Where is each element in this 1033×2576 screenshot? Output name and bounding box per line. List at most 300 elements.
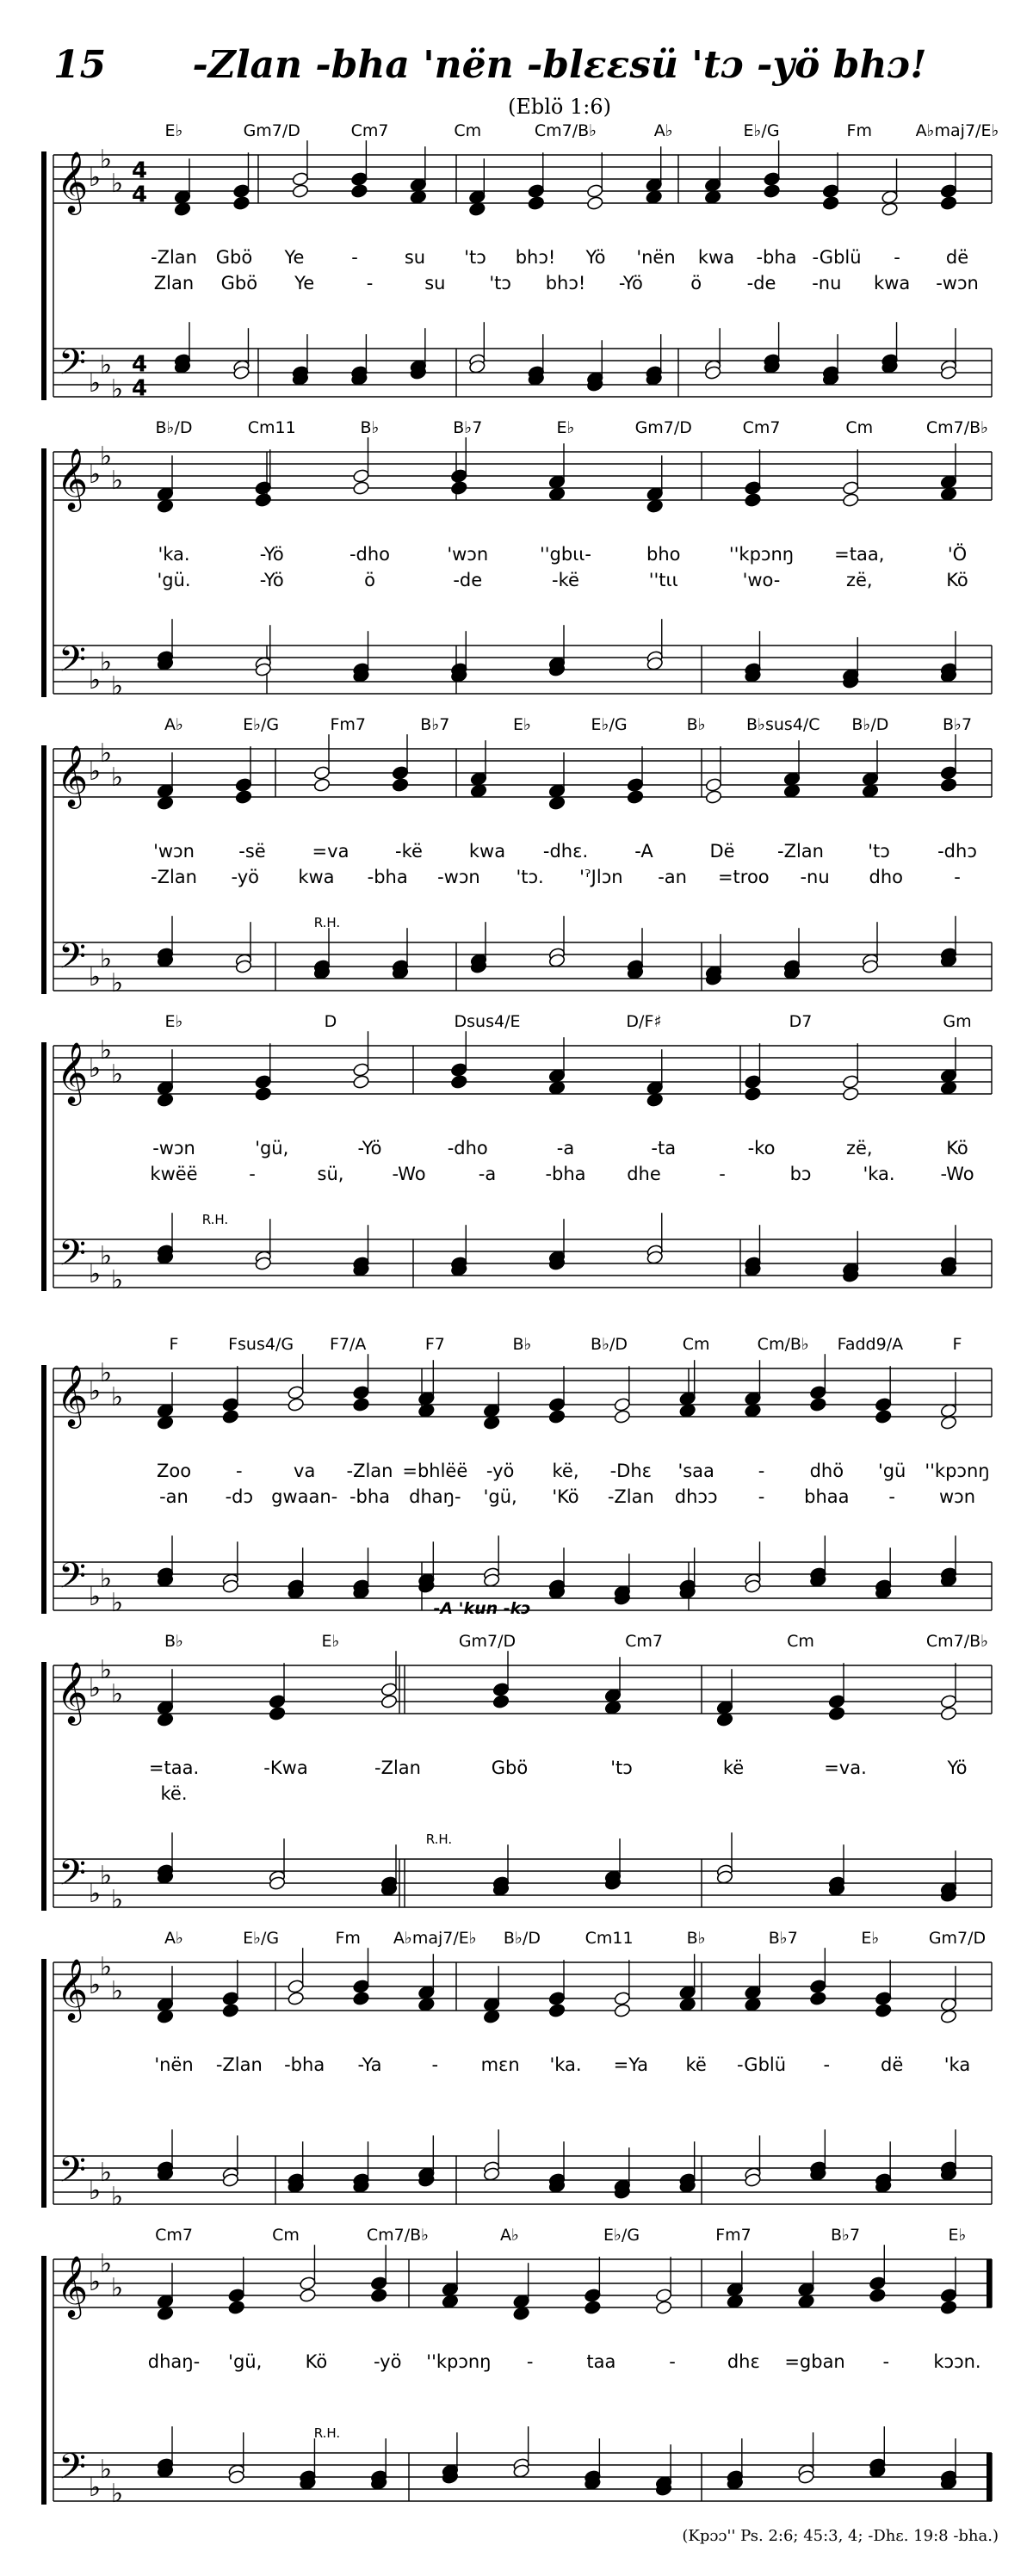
- note-head: [716, 1712, 733, 1727]
- system-bracket: [41, 1662, 46, 1911]
- note-head: [269, 1694, 286, 1708]
- lyric-verse-1: -: [758, 1461, 765, 1481]
- note-head: [783, 783, 801, 798]
- note-head: [548, 486, 566, 501]
- note-head: [727, 2282, 744, 2296]
- flat-accidental: ♭: [110, 2479, 124, 2509]
- lyric-verse-2: -a: [478, 1164, 497, 1184]
- lyric-verse-1: -së: [238, 841, 266, 862]
- lyric-verse-2: su: [424, 273, 446, 293]
- note-head: [655, 2288, 672, 2302]
- note-head: [764, 171, 781, 186]
- note-head: [157, 2009, 174, 2023]
- note-head: [292, 183, 309, 198]
- chord-symbol: A♭maj7/E♭: [393, 1929, 477, 1948]
- lyric-verse-2: -nu: [812, 273, 842, 293]
- lyric-verse-2: -: [758, 1486, 765, 1507]
- note-head: [392, 777, 409, 792]
- lyric-verse-1: 'tɔ: [868, 841, 890, 862]
- note-head: [744, 1997, 761, 2011]
- lyric-verse-2: 'Kö: [552, 1486, 579, 1507]
- note-head: [584, 2300, 601, 2314]
- lyric-verse-1: dhö: [809, 1461, 844, 1481]
- note-head: [410, 189, 427, 204]
- note-head: [705, 777, 722, 792]
- flat-accidental: ♭: [99, 145, 113, 175]
- note-head: [350, 171, 368, 186]
- lyric-verse-1: -dho: [447, 1138, 488, 1158]
- lyric-verse-1: 'tɔ: [610, 1757, 633, 1778]
- flat-accidental: ♭: [99, 944, 113, 974]
- chord-symbol: E♭/G: [243, 1929, 280, 1948]
- lyric-verse-1: Zoo: [156, 1461, 192, 1481]
- chord-symbol: Fm: [335, 1929, 361, 1948]
- note-head: [548, 1991, 566, 2005]
- flat-accidental: ♭: [99, 2158, 113, 2188]
- note-head: [940, 1706, 957, 1720]
- lyric-verse-2: -Zlan: [607, 1486, 654, 1507]
- note-head: [228, 2300, 245, 2314]
- flat-accidental: ♭: [99, 1564, 113, 1594]
- note-head: [174, 189, 191, 204]
- note-head: [222, 1991, 239, 2005]
- lyric-verse-1: =bhlëë: [402, 1461, 468, 1481]
- note-head: [157, 486, 174, 501]
- lyric-verse-2: wɔn: [938, 1486, 976, 1507]
- lyric-verse-2: 'tɔ.: [516, 867, 544, 887]
- note-head: [548, 1409, 566, 1424]
- note-head: [468, 189, 486, 204]
- note-head: [716, 1700, 733, 1714]
- lyric-verse-1: Gbö: [491, 1757, 529, 1778]
- note-head: [940, 2300, 957, 2314]
- lyric-verse-1: -kë: [395, 841, 423, 862]
- lyric-verse-2: -Zlan: [151, 867, 197, 887]
- lyric-verse-1: kwa: [697, 247, 735, 268]
- note-head: [862, 783, 879, 798]
- chord-symbol: Gm7/D: [928, 1929, 987, 1948]
- note-head: [604, 1688, 622, 1702]
- lyric-verse-1: dhɛ: [727, 2351, 760, 2372]
- note-head: [797, 2294, 814, 2308]
- lyric-verse-2: dhɔɔ: [674, 1486, 718, 1507]
- note-head: [783, 771, 801, 786]
- note-head: [842, 480, 859, 495]
- note-head: [232, 183, 250, 198]
- lyric-verse-1: -: [669, 2351, 676, 2372]
- lyric-verse-1: kɔɔn.: [933, 2351, 981, 2372]
- note-head: [313, 765, 331, 780]
- bass-staff: [53, 1859, 992, 1907]
- lyric-verse-1: Ye: [284, 247, 305, 268]
- note-head: [646, 1080, 664, 1095]
- note-head: [157, 1080, 174, 1095]
- flat-accidental: ♭: [110, 1976, 124, 2006]
- lyric-verse-2: -de: [746, 273, 776, 293]
- lyric-verse-2: kwa: [298, 867, 335, 887]
- treble-clef: 𝄞: [56, 149, 89, 213]
- lyric-verse-2: Gbö: [220, 273, 258, 293]
- lyric-verse-2: dho: [869, 867, 904, 887]
- lyric-verse-1: -Dhɛ: [609, 1461, 653, 1481]
- flat-accidental: ♭: [99, 2455, 113, 2485]
- lyric-verse-1: =va.: [824, 1757, 867, 1778]
- chord-symbol: Gm7/D: [634, 418, 692, 437]
- lyric-verse-2: =troo: [717, 867, 770, 887]
- note-head: [157, 2306, 174, 2320]
- flat-accidental: ♭: [110, 763, 124, 793]
- chord-symbol: Gm: [943, 1012, 972, 1031]
- treble-clef: 𝄞: [56, 2253, 89, 2317]
- note-head: [442, 2294, 459, 2308]
- chord-symbol: B♭7: [942, 715, 973, 734]
- note-head: [483, 2009, 500, 2023]
- note-head: [940, 486, 957, 501]
- note-head: [705, 789, 722, 804]
- note-head: [627, 789, 644, 804]
- note-head: [586, 183, 603, 198]
- lyric-verse-2: -bha: [349, 1486, 391, 1507]
- lyric-verse-2: -nu: [800, 867, 830, 887]
- lyric-verse-1: kë: [722, 1757, 745, 1778]
- flat-accidental: ♭: [88, 2267, 102, 2297]
- lyric-verse-1: -ko: [747, 1138, 776, 1158]
- chord-symbol: E♭: [861, 1929, 880, 1948]
- note-head: [470, 771, 487, 786]
- note-head: [940, 1997, 957, 2011]
- note-head: [646, 177, 663, 192]
- chord-symbol: A♭: [500, 2226, 519, 2245]
- note-head: [157, 498, 174, 513]
- flat-accidental: ♭: [110, 1679, 124, 1709]
- flat-accidental: ♭: [110, 1059, 124, 1090]
- lyric-verse-1: bhɔ!: [515, 247, 556, 268]
- chord-symbol: Cm: [454, 121, 482, 140]
- lyric-verse-1: -bha: [756, 247, 797, 268]
- lyric-verse-2: dhaŋ-: [409, 1486, 461, 1507]
- bass-staff: [53, 2156, 992, 2204]
- flat-accidental: ♭: [88, 1582, 102, 1612]
- note-head: [442, 2282, 459, 2296]
- hymn-number: 15: [53, 43, 107, 87]
- note-head: [862, 771, 879, 786]
- note-head: [614, 2003, 631, 2017]
- right-hand-mark: R.H.: [313, 2425, 341, 2441]
- lyric-verse-2: -: [249, 1164, 256, 1184]
- note-head: [679, 1985, 696, 1999]
- lyric-verse-2: ''tɩɩ: [648, 570, 678, 590]
- treble-clef: 𝄞: [56, 1956, 89, 2020]
- right-hand-mark: R.H.: [425, 1832, 453, 1847]
- footer-references: (Kpɔɔ'' Ps. 2:6; 45:3, 4; -Dhɛ. 19:8 -bha.): [682, 2527, 999, 2545]
- note-head: [483, 1403, 500, 1418]
- lyric-verse-1: ''kpɔnŋ: [426, 2351, 492, 2372]
- lyric-verse-1: -Ya: [357, 2054, 382, 2075]
- lyric-verse-1: ''gbɩɩ-: [540, 544, 591, 565]
- lyric-verse-1: =gban: [784, 2351, 845, 2372]
- lyric-verse-1: 'gü,: [255, 1138, 289, 1158]
- flat-accidental: ♭: [88, 2473, 102, 2503]
- chord-symbol: Cm7: [155, 2226, 193, 2245]
- note-head: [646, 498, 664, 513]
- note-head: [704, 189, 721, 204]
- lyric-verse-1: -: [526, 2351, 534, 2372]
- lyric-verse-2: -wɔn: [936, 273, 979, 293]
- note-head: [157, 1700, 174, 1714]
- chord-symbol: Cm: [845, 418, 874, 437]
- chord-symbol: Cm: [682, 1335, 710, 1354]
- lyric-verse-1: dhaŋ-: [147, 2351, 201, 2372]
- note-head: [470, 783, 487, 798]
- system-bracket: [41, 1365, 46, 1614]
- note-head: [157, 1997, 174, 2011]
- flat-accidental: ♭: [99, 350, 113, 380]
- lyric-verse-2: zë,: [845, 570, 873, 590]
- lyric-verse-1: 'ka: [943, 2054, 971, 2075]
- note-head: [352, 1074, 369, 1089]
- note-head: [492, 1694, 510, 1708]
- system-bracket: [41, 745, 46, 994]
- note-head: [940, 195, 957, 210]
- chord-symbol: Fm: [846, 121, 872, 140]
- flat-accidental: ♭: [110, 2182, 124, 2212]
- note-head: [842, 492, 859, 507]
- note-head: [584, 2288, 601, 2302]
- system-bracket: [41, 1959, 46, 2208]
- flat-accidental: ♭: [99, 647, 113, 677]
- note-head: [380, 1682, 398, 1696]
- note-head: [255, 1086, 272, 1101]
- chord-symbol: Gm7/D: [458, 1632, 516, 1651]
- chord-symbol: B♭7: [768, 1929, 798, 1948]
- note-head: [940, 1080, 957, 1095]
- lyric-verse-1: -bha: [284, 2054, 325, 2075]
- lyric-verse-1: 'nën: [636, 247, 676, 268]
- flat-accidental: ♭: [110, 2273, 124, 2303]
- lyric-verse-1: -: [351, 247, 358, 268]
- note-head: [450, 1062, 467, 1077]
- chord-symbol: D/F♯: [626, 1012, 662, 1031]
- lyric-verse-2: -: [954, 867, 961, 887]
- lyric-verse-2: 'ˀJlɔn: [579, 867, 623, 887]
- note-head: [727, 2294, 744, 2308]
- chord-symbol: F: [952, 1335, 962, 1354]
- chord-symbol: B♭/D: [155, 418, 193, 437]
- bass-clef: 𝄢: [58, 638, 87, 689]
- chord-symbol: B♭: [360, 418, 380, 437]
- lyric-verse-2: dhe: [627, 1164, 661, 1184]
- chord-symbol: B♭sus4/C: [745, 715, 820, 734]
- chord-symbol: A♭maj7/E♭: [915, 121, 999, 140]
- lyric-verse-2: gwaan-: [271, 1486, 338, 1507]
- note-head: [352, 1991, 369, 2005]
- chord-symbol: Cm7/B♭: [366, 2226, 430, 2245]
- lyric-verse-1: 'gü: [877, 1461, 906, 1481]
- chord-symbol: B♭/D: [503, 1929, 541, 1948]
- lyric-verse-2: kwa: [874, 273, 911, 293]
- note-head: [228, 2288, 245, 2302]
- lyric-verse-1: -yö: [373, 2351, 402, 2372]
- note-head: [940, 2009, 957, 2023]
- lyric-verse-1: su: [404, 247, 426, 268]
- note-head: [679, 1391, 696, 1405]
- lyric-verse-2: 'wo-: [742, 570, 781, 590]
- chord-symbol: F7/A: [330, 1335, 367, 1354]
- bass-clef: 𝄢: [58, 1554, 87, 1605]
- chord-symbol: F: [169, 1335, 179, 1354]
- lyric-verse-2: Kö: [946, 570, 968, 590]
- note-head: [255, 1074, 272, 1089]
- lyric-verse-1: Yö: [585, 247, 606, 268]
- lyric-verse-2: bhaa: [804, 1486, 850, 1507]
- chord-symbol: F7: [424, 1335, 445, 1354]
- note-head: [586, 195, 603, 210]
- note-head: [292, 171, 309, 186]
- note-head: [548, 474, 566, 489]
- time-signature-bottom: 4: [131, 375, 148, 402]
- note-head: [875, 1397, 892, 1412]
- lyric-verse-1: =Ya: [613, 2054, 649, 2075]
- lyric-verse-1: =taa,: [834, 544, 885, 565]
- note-head: [842, 1074, 859, 1089]
- note-head: [352, 468, 369, 483]
- lyric-verse-2: -kë: [552, 570, 579, 590]
- treble-clef: 𝄞: [56, 743, 89, 806]
- system-bracket: [41, 151, 46, 400]
- flat-accidental: ♭: [88, 757, 102, 787]
- note-head: [881, 189, 898, 204]
- lyric-verse-1: taa: [586, 2351, 616, 2372]
- flat-accidental: ♭: [88, 1673, 102, 1703]
- lyric-verse-2: ö: [690, 273, 702, 293]
- treble-clef: 𝄞: [56, 1659, 89, 1723]
- note-head: [483, 1997, 500, 2011]
- note-head: [940, 1068, 957, 1083]
- note-head: [744, 1086, 761, 1101]
- lyric-verse-2: 'gü.: [157, 570, 191, 590]
- lyric-verse-1: 'gü,: [228, 2351, 263, 2372]
- chord-symbol: E♭: [556, 418, 575, 437]
- chord-symbol: B♭: [686, 1929, 706, 1948]
- lyric-verse-1: -Zlan: [215, 2054, 263, 2075]
- lyric-verse-2: 'ka.: [863, 1164, 895, 1184]
- note-head: [269, 1706, 286, 1720]
- chord-symbol: Cm: [787, 1632, 814, 1651]
- note-head: [875, 1409, 892, 1424]
- lyric-verse-2: ö: [364, 570, 375, 590]
- treble-staff: [53, 1665, 992, 1714]
- note-head: [646, 486, 664, 501]
- note-head: [450, 1074, 467, 1089]
- chord-symbol: Fm7: [330, 715, 366, 734]
- lyric-verse-2: -an: [159, 1486, 189, 1507]
- chord-symbol: Cm7: [625, 1632, 663, 1651]
- bass-clef: 𝄢: [58, 341, 87, 392]
- note-head: [744, 480, 761, 495]
- note-head: [299, 2288, 316, 2302]
- note-head: [744, 1985, 761, 1999]
- flat-accidental: ♭: [110, 1885, 124, 1915]
- lyric-verse-2: Zlan: [153, 273, 195, 293]
- treble-clef: 𝄞: [56, 1362, 89, 1426]
- note-head: [410, 177, 427, 192]
- note-head: [352, 1397, 369, 1412]
- note-head: [288, 1991, 305, 2005]
- flat-accidental: ♭: [88, 460, 102, 490]
- flat-accidental: ♭: [99, 738, 113, 769]
- treble-staff: [53, 1368, 992, 1417]
- hymn-title: -Zlan -bha 'nën -blɛɛsü 'tɔ -yö bhɔ!: [192, 43, 927, 87]
- note-head: [797, 2282, 814, 2296]
- note-head: [875, 2003, 892, 2017]
- bass-staff: [53, 349, 992, 397]
- chord-symbol: B♭: [686, 715, 706, 734]
- treble-staff: [53, 155, 992, 203]
- note-head: [232, 195, 250, 210]
- lyric-verse-1: 'tɔ: [464, 247, 486, 268]
- note-head: [418, 1391, 435, 1405]
- chord-symbol: Cm7/B♭: [925, 418, 989, 437]
- note-head: [744, 1403, 761, 1418]
- note-head: [222, 1409, 239, 1424]
- chord-symbol: B♭7: [830, 2226, 861, 2245]
- flat-accidental: ♭: [110, 1588, 124, 1618]
- note-head: [940, 1415, 957, 1430]
- note-head: [822, 183, 839, 198]
- lyric-verse-1: -Gblü: [812, 247, 862, 268]
- lyric-verse-1: -dhɔ: [937, 841, 977, 862]
- chord-symbol: E♭/G: [591, 715, 628, 734]
- note-head: [418, 1403, 435, 1418]
- note-head: [299, 2276, 316, 2290]
- note-head: [828, 1694, 845, 1708]
- chord-symbol: Cm/B♭: [757, 1335, 809, 1354]
- chord-symbol: E♭: [164, 121, 183, 140]
- note-head: [174, 201, 191, 216]
- lyric-verse-1: -Yö: [357, 1138, 382, 1158]
- note-head: [809, 1397, 826, 1412]
- note-head: [809, 1385, 826, 1399]
- note-head: [679, 1997, 696, 2011]
- chord-symbol: Cm7: [350, 121, 389, 140]
- note-head: [513, 2294, 530, 2308]
- lyric-verse-1: 'wɔn: [447, 544, 489, 565]
- lyric-verse-2: bɔ: [789, 1164, 812, 1184]
- lyric-verse-1: 'ka.: [158, 544, 190, 565]
- note-head: [809, 1991, 826, 2005]
- lyric-verse-1: Kö: [305, 2351, 328, 2372]
- note-head: [655, 2300, 672, 2314]
- chord-symbol: A♭: [164, 1929, 183, 1948]
- lyric-verse-1: Gbö: [215, 247, 253, 268]
- note-head: [704, 177, 721, 192]
- flat-accidental: ♭: [88, 1970, 102, 2000]
- lyric-verse-1: -a: [556, 1138, 575, 1158]
- note-head: [940, 474, 957, 489]
- note-head: [744, 1391, 761, 1405]
- flat-accidental: ♭: [110, 1265, 124, 1295]
- flat-accidental: ♭: [99, 1952, 113, 1982]
- lyric-verse-2: sü,: [317, 1164, 344, 1184]
- note-head: [842, 1086, 859, 1101]
- lyric-verse-1: -: [823, 2054, 831, 2075]
- flat-accidental: ♭: [99, 1241, 113, 1271]
- flat-accidental: ♭: [88, 962, 102, 992]
- lyric-verse-1: -A: [634, 841, 653, 862]
- chord-symbol: B♭7: [420, 715, 450, 734]
- chord-symbol: E♭: [948, 2226, 967, 2245]
- note-head: [809, 1979, 826, 1993]
